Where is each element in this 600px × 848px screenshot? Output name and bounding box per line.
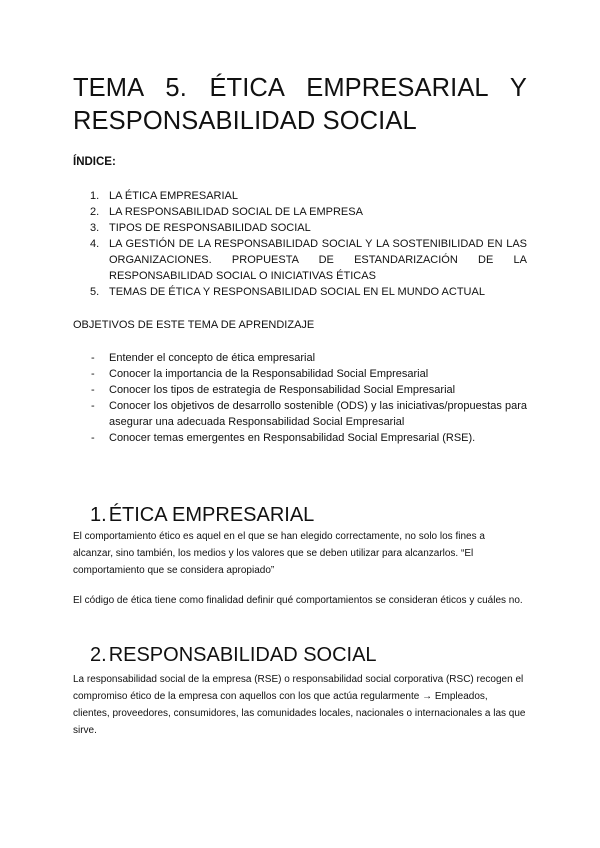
section-heading-responsabilidad bbox=[90, 643, 377, 667]
objective-item-5 bbox=[73, 430, 527, 446]
index-item-text: TEMAS DE ÉTICA Y RESPONSABILIDAD SOCIAL EN EL MUNDO ACTUAL bbox=[109, 286, 485, 298]
objective-text: Conocer los objetivos de desarrollo sostenible (ODS) y las iniciativas/propuestas para asegurar una adecuada Responsabilidad Social Empresarial bbox=[109, 400, 527, 428]
objective-item-1 bbox=[73, 350, 527, 366]
index-list bbox=[73, 188, 527, 300]
section-number: 2. bbox=[90, 644, 107, 666]
index-item-number: 3. bbox=[90, 222, 100, 234]
objective-item-4 bbox=[73, 398, 527, 430]
objective-item-3 bbox=[73, 382, 527, 398]
list-dash: - bbox=[91, 384, 95, 396]
objectives-list bbox=[73, 350, 527, 446]
index-label: ÍNDICE: bbox=[73, 156, 116, 168]
list-dash: - bbox=[91, 432, 95, 444]
objective-text: Conocer la importancia de la Responsabilidad Social Empresarial bbox=[109, 368, 429, 380]
index-item-number: 5. bbox=[90, 286, 100, 298]
page-title: TEMA 5. ÉTICA EMPRESARIAL Y RESPONSABILIDAD SOCIAL bbox=[73, 74, 527, 135]
section-number: 1. bbox=[90, 504, 107, 526]
list-dash: - bbox=[91, 368, 95, 380]
section-title: RESPONSABILIDAD SOCIAL bbox=[108, 644, 377, 666]
index-item-text: TIPOS DE RESPONSABILIDAD SOCIAL bbox=[109, 222, 311, 234]
section-title: ÉTICA EMPRESARIAL bbox=[108, 504, 315, 526]
list-dash: - bbox=[91, 352, 95, 364]
index-item-5 bbox=[73, 284, 527, 300]
index-item-number: 4. bbox=[90, 238, 100, 250]
index-item-4 bbox=[73, 236, 527, 284]
objective-text: Conocer los tipos de estrategia de Responsabilidad Social Empresarial bbox=[109, 384, 456, 396]
index-item-2 bbox=[73, 204, 527, 220]
index-item-text: LA RESPONSABILIDAD SOCIAL DE LA EMPRESA bbox=[109, 206, 363, 218]
paragraph-etica-2: El código de ética tiene como finalidad definir qué comportamientos se consideran éticos y cuáles no. bbox=[73, 595, 523, 606]
index-item-number: 1. bbox=[90, 190, 100, 202]
paragraph-responsabilidad-1: La responsabilidad social de la empresa (RSE) o responsabilidad social corporativa (RSC) recogen el compromiso ético de la empresa con aquellos con los que actúa regularmente → Empleados, clientes, proveedores, consumidores, las comunidades locales, nacionales o internacionales a las que sirve. bbox=[73, 674, 526, 736]
objective-text: Conocer temas emergentes en Responsabilidad Social Empresarial (RSE). bbox=[109, 432, 476, 444]
objective-text: Entender el concepto de ética empresarial bbox=[109, 352, 316, 364]
index-item-3 bbox=[73, 220, 527, 236]
index-item-number: 2. bbox=[90, 206, 100, 218]
objective-item-2 bbox=[73, 366, 527, 382]
index-item-text: LA GESTIÓN DE LA RESPONSABILIDAD SOCIAL Y LA SOSTENIBILIDAD EN LAS ORGANIZACIONES. PROPUESTA DE ESTANDARIZACIÓN DE LA RESPONSABILIDAD SOCIAL O INICIATIVAS ÉTICAS bbox=[109, 238, 527, 282]
list-dash: - bbox=[91, 400, 95, 412]
paragraph-etica-1: El comportamiento ético es aquel en el que se han elegido correctamente, no solo los fines a alcanzar, sino también, los medios y los valores que se deben utilizar para alcanzarlos. “El comportamiento que se considera apropiado” bbox=[73, 531, 485, 576]
index-item-text: LA ÉTICA EMPRESARIAL bbox=[109, 190, 238, 202]
index-item-1 bbox=[73, 188, 527, 204]
section-heading-etica bbox=[90, 503, 314, 527]
objectives-label: OBJETIVOS DE ESTE TEMA DE APRENDIZAJE bbox=[73, 319, 315, 331]
